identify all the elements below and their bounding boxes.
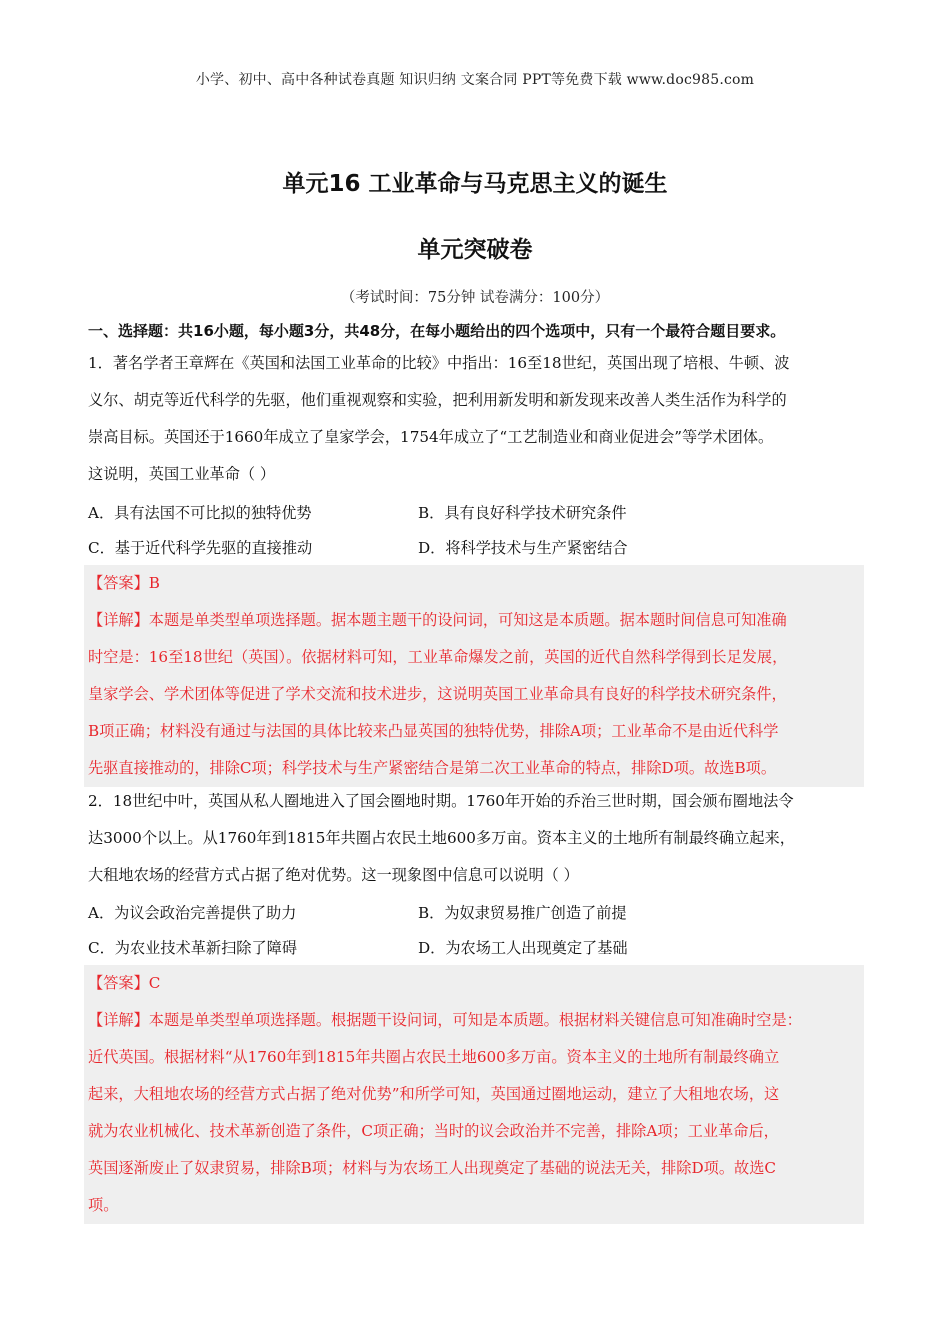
unit-title: 单元16 工业革命与马克思主义的诞生 (282, 171, 668, 197)
explanation-line: 起来，大租地农场的经营方式占据了绝对优势”和所学可知，英国通过圈地运动，建立了大租地农场，这 (88, 1085, 780, 1103)
answer-label: 【答案】B (88, 574, 160, 592)
question-2-options (88, 902, 864, 972)
option-c: C．基于近代科学先驱的直接推动 (88, 539, 313, 557)
option-a: A．具有法国不可比拟的独特优势 (88, 504, 312, 522)
question-2-answer-box (84, 965, 864, 1224)
explanation-line: 【详解】本题是单类型单项选择题。据本题主题干的设问词，可知这是本质题。据本题时间信息可知准确 (88, 611, 787, 629)
answer-label: 【答案】C (88, 974, 161, 992)
question-stem-line: 崇高目标。英国还于1660年成立了皇家学会，1754年成立了“工艺制造业和商业促进会”等学术团体。 (88, 428, 774, 446)
exam-info: （考试时间：75分钟 试卷满分：100分） (340, 290, 610, 306)
option-b: B．为奴隶贸易推广创造了前提 (418, 904, 627, 922)
section-heading: 一、选择题：共16小题，每小题3分，共48分，在每小题给出的四个选项中，只有一个最符合题目要求。 (88, 322, 786, 340)
question-1-stem (88, 345, 864, 493)
option-d: D．将科学技术与生产紧密结合 (418, 539, 628, 557)
explanation-line: 就为农业机械化、技术革新创造了条件，C项正确；当时的议会政治并不完善，排除A项；工业革命后， (88, 1122, 779, 1140)
question-stem-line: 这说明，英国工业革命（ ） (88, 465, 276, 483)
explanation-line: 时空是：16至18世纪（英国）。依据材料可知，工业革命爆发之前，英国的近代自然科学得到长足发展， (88, 648, 788, 666)
question-1-answer-box (84, 565, 864, 787)
question-stem-line: 大租地农场的经营方式占据了绝对优势。这一现象图中信息可以说明（ ） (88, 866, 579, 884)
explanation-line: B项正确；材料没有通过与法国的具体比较来凸显英国的独特优势，排除A项；工业革命不是由近代科学 (88, 722, 779, 740)
explanation-line: 先驱直接推动的，排除C项；科学技术与生产紧密结合是第二次工业革命的特点，排除D项。故选B项。 (88, 759, 777, 777)
option-a: A．为议会政治完善提供了助力 (88, 904, 297, 922)
explanation-line: 项。 (88, 1196, 119, 1214)
site-header: 小学、初中、高中各种试卷真题 知识归纳 文案合同 PPT等免费下载 www.doc985.com (195, 72, 755, 88)
explanation-line: 近代英国。根据材料“从1760年到1815年共圈占农民土地600多万亩。资本主义的土地所有制最终确立 (88, 1048, 780, 1066)
question-stem-line: 达3000个以上。从1760年到1815年共圈占农民土地600多万亩。资本主义的土地所有制最终确立起来， (88, 829, 795, 847)
explanation-line: 皇家学会、学术团体等促进了学术交流和技术进步，这说明英国工业革命具有良好的科学技术研究条件， (88, 685, 787, 703)
option-b: B．具有良好科学技术研究条件 (418, 504, 627, 522)
question-2-stem (88, 783, 864, 894)
unit-subtitle: 单元突破卷 (417, 237, 533, 263)
option-d: D．为农场工人出现奠定了基础 (418, 939, 628, 957)
explanation-line: 英国逐渐废止了奴隶贸易，排除B项；材料与为农场工人出现奠定了基础的说法无关，排除D项。故选C (88, 1159, 777, 1177)
question-stem-line: 1．著名学者王章辉在《英国和法国工业革命的比较》中指出：16至18世纪，英国出现了培根、牛顿、波 (88, 354, 790, 372)
explanation-line: 【详解】本题是单类型单项选择题。根据题干设问词，可知是本质题。根据材料关键信息可知准确时空是： (88, 1011, 802, 1029)
question-stem-line: 义尔、胡克等近代科学的先驱，他们重视观察和实验，把利用新发明和新发现来改善人类生活作为科学的 (88, 391, 787, 409)
question-stem-line: 2．18世纪中叶，英国从私人圈地进入了国会圈地时期。1760年开始的乔治三世时期，国会颁布圈地法令 (88, 792, 794, 810)
question-1-options (88, 502, 864, 572)
option-c: C．为农业技术革新扫除了障碍 (88, 939, 298, 957)
